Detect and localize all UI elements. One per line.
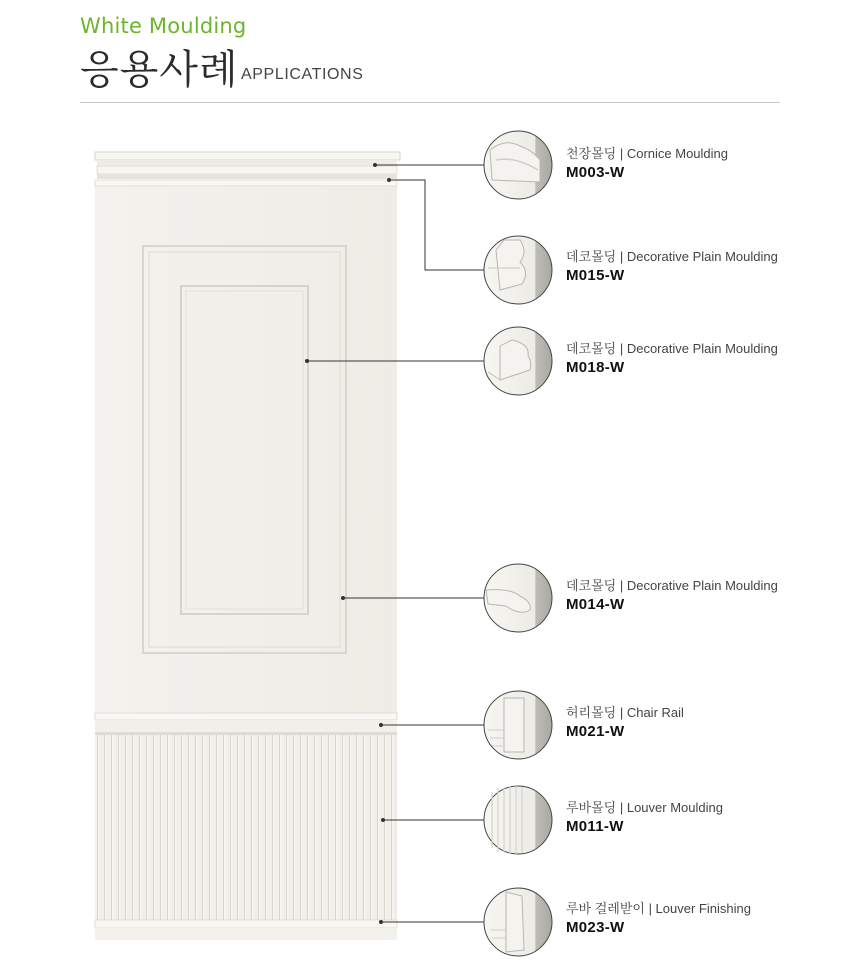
callout-m021 — [566, 702, 684, 740]
callout-name: 데코몰딩 | Decorative Plain Moulding — [566, 249, 778, 264]
callout-name: 허리몰딩 | Chair Rail — [566, 705, 684, 720]
decorative-moulding-upper — [95, 180, 397, 186]
callout-name: 루바몰딩 | Louver Moulding — [566, 800, 723, 815]
louver-panel — [97, 735, 395, 920]
callout-code: M021-W — [566, 723, 625, 740]
profile-thumb-7 — [484, 888, 552, 956]
page-title: 응용사례 — [80, 47, 239, 93]
callout-m003 — [566, 143, 728, 181]
callout-m011 — [566, 797, 723, 835]
profile-thumb-2 — [484, 236, 552, 304]
callout-m014 — [566, 575, 778, 613]
profile-thumb-5 — [484, 691, 552, 759]
callout-code: M015-W — [566, 267, 625, 284]
callout-m018 — [566, 338, 778, 376]
callout-code: M011-W — [566, 818, 624, 835]
callout-name: 데코몰딩 | Decorative Plain Moulding — [566, 341, 778, 356]
page-subtitle: APPLICATIONS — [241, 66, 364, 83]
callout-name: 데코몰딩 | Decorative Plain Moulding — [566, 578, 778, 593]
callout-name: 천장몰딩 | Cornice Moulding — [566, 146, 728, 161]
callout-code: M003-W — [566, 164, 625, 181]
profile-thumb-3 — [484, 327, 552, 395]
profile-thumb-1 — [484, 131, 552, 199]
profile-thumb-4 — [484, 564, 552, 632]
callout-m023 — [566, 898, 751, 936]
callout-code: M023-W — [566, 919, 625, 936]
louver-finishing — [95, 920, 397, 928]
callout-code: M018-W — [566, 359, 625, 376]
brand-label: White Moulding — [80, 14, 247, 38]
leader-line-2 — [389, 180, 484, 270]
cornice-moulding — [95, 152, 400, 160]
profile-thumb-6 — [484, 786, 552, 854]
chair-rail — [95, 713, 397, 720]
callout-code: M014-W — [566, 596, 625, 613]
callout-m015 — [566, 246, 778, 284]
callout-name: 루바 걸레받이 | Louver Finishing — [566, 901, 751, 916]
